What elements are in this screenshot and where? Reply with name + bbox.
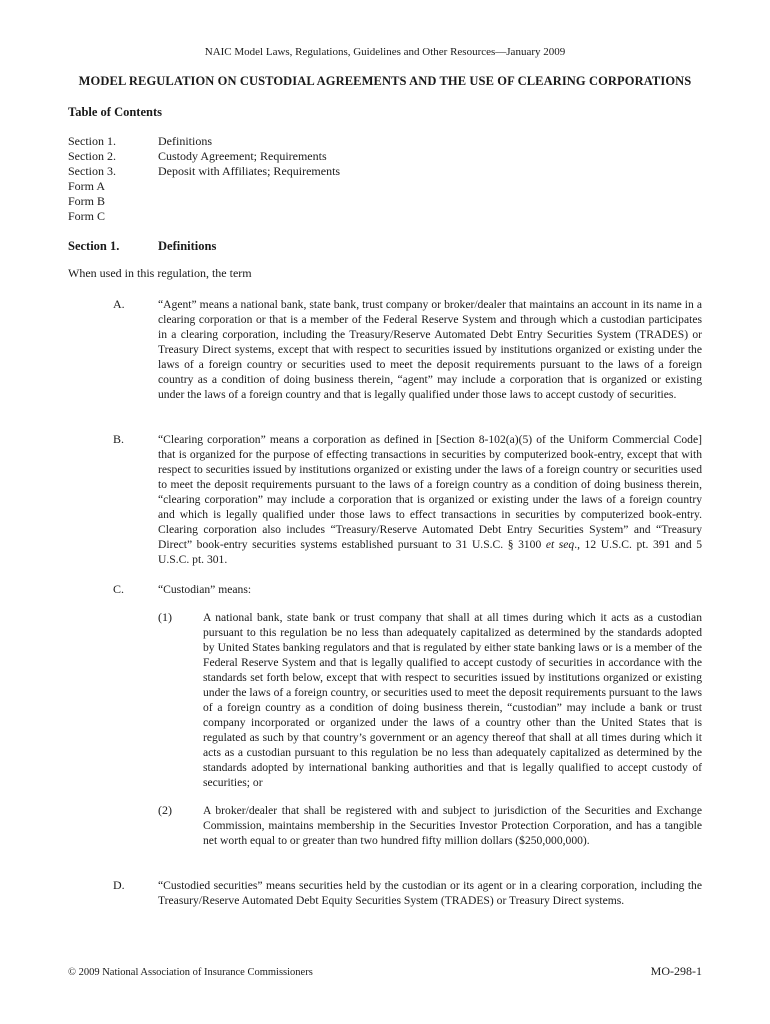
section-intro: When used in this regulation, the term bbox=[68, 266, 252, 280]
definition-custodied-securities bbox=[158, 878, 702, 908]
item-letter: D. bbox=[113, 878, 125, 892]
toc-entry bbox=[68, 164, 708, 179]
table-of-contents bbox=[68, 134, 708, 224]
toc-form-label: Form B bbox=[68, 194, 106, 208]
toc-heading: Table of Contents bbox=[68, 105, 162, 119]
section-1-heading bbox=[68, 238, 216, 254]
definition-custodian bbox=[158, 582, 702, 597]
toc-entry bbox=[68, 194, 708, 209]
item-letter: A. bbox=[113, 297, 125, 311]
toc-section-title: Custody Agreement; Requirements bbox=[158, 149, 327, 163]
custodian-definition-1 bbox=[203, 610, 702, 790]
toc-entry bbox=[68, 149, 708, 164]
definition-text-tail: ., 12 U.S.C. pt. 391 and 5 U.S.C. pt. 301. bbox=[158, 538, 702, 566]
toc-form-label: Form C bbox=[68, 209, 106, 223]
definition-text: “Agent” means a national bank, state bank, trust company or broker/dealer that maintains an account in its name in a clearing corporation or that is a member of the Federal Reserve System and through which a custodian participates in a clearing corporation, including the Treasury/Reserve Automated Debt Entry Securities System (TRADES) or Treasury Direct systems, except that with respect to securities issued by institutions organized or existing under the laws of a foreign country or securities used to meet the deposit requirements pursuant to the laws of a foreign country as a condition of doing business therein, “agent” may include a corporation that is organized or existing under the laws of a foreign country and that is legally qualified under those laws to accept custody of securities. bbox=[158, 298, 702, 401]
subitem-text: A national bank, state bank or trust company that shall at all times during which it acts as a custodian pursuant to this regulation be no less than adequately capitalized as determined by the standards adopted by United States banking regulators and that is regulated by either state banking laws or is a member of the Federal Reserve System and that is legally qualified to accept custody of securities in accordance with the standards set forth below, except that with respect to securities issued by institutions organized or existing under the laws of a foreign country, or securities used to meet the deposit requirements pursuant to the laws of a foreign country as a condition of doing business therein, “custodian” may include a bank or trust company incorporated or organized under the laws of a country other than the United States that is regulated as such by that country’s government or an agency thereof that shall at all times during which it acts as a custodian pursuant to this regulation be no less than adequately capitalized as determined by the standards adopted by international banking authorities and that is legally qualified to accept custody of securities; or bbox=[203, 611, 702, 789]
toc-section-number: Section 3. bbox=[68, 164, 116, 178]
page-number: MO-298-1 bbox=[650, 964, 702, 978]
toc-section-title: Deposit with Affiliates; Requirements bbox=[158, 164, 341, 178]
custodian-definition-2 bbox=[203, 803, 702, 848]
toc-entry bbox=[68, 134, 708, 149]
definition-agent bbox=[158, 297, 702, 402]
definition-text: “Clearing corporation” means a corporation as defined in [Section 8-102(a)(5) of the Uniform Commercial Code] that is organized for the purpose of effecting transactions in securities by computerized book-entry, except that with respect to securities issued by institutions organized or existing under the laws of a foreign country or securities used to meet the deposit requirements pursuant to the laws of a foreign country as a condition of doing business therein, “clearing corporation” may include a corporation that is organized or existing under the laws of a foreign country and which is legally qualified under those laws to effect transactions in securities by computerized book-entry. Clearing corporation also includes “Treasury/Reserve Automated Debt Entry Securities System” and “Treasury Direct” book-entry securities systems established pursuant to 31 U.S.C. § 3100 bbox=[158, 433, 702, 551]
toc-entry bbox=[68, 179, 708, 194]
toc-section-title: Definitions bbox=[158, 134, 212, 148]
toc-entry bbox=[68, 209, 708, 224]
definition-text: “Custodian” means: bbox=[158, 583, 252, 596]
definition-clearing-corporation bbox=[158, 432, 702, 567]
document-title: MODEL REGULATION ON CUSTODIAL AGREEMENTS AND THE USE OF CLEARING CORPORATIONS bbox=[78, 74, 692, 88]
toc-form-label: Form A bbox=[68, 179, 106, 193]
definition-text: “Custodied securities” means securities held by the custodian or its agent or in a clearing corporation, including the Treasury/Reserve Automated Debt Equity Securities System (TRADES) or Treasury Direct systems. bbox=[158, 879, 702, 907]
toc-section-number: Section 1. bbox=[68, 134, 116, 148]
section-number: Section 1. bbox=[68, 239, 120, 253]
subitem-text: A broker/dealer that shall be registered with and subject to jurisdiction of the Securities and Exchange Commission, maintains membership in the Securities Investor Protection Corporation, and has a tangible net worth equal to or greater than two hundred fifty million dollars ($250,000,000). bbox=[203, 804, 702, 847]
item-letter: B. bbox=[113, 432, 125, 446]
subitem-number: (1) bbox=[158, 610, 172, 624]
section-title: Definitions bbox=[158, 239, 217, 253]
definition-italic-term: et seq bbox=[545, 538, 575, 551]
toc-section-number: Section 2. bbox=[68, 149, 116, 163]
item-letter: C. bbox=[113, 582, 125, 596]
subitem-number: (2) bbox=[158, 803, 172, 817]
copyright-notice: © 2009 National Association of Insurance Commissioners bbox=[68, 967, 313, 978]
running-header: NAIC Model Laws, Regulations, Guidelines and Other Resources—January 2009 bbox=[204, 46, 566, 58]
